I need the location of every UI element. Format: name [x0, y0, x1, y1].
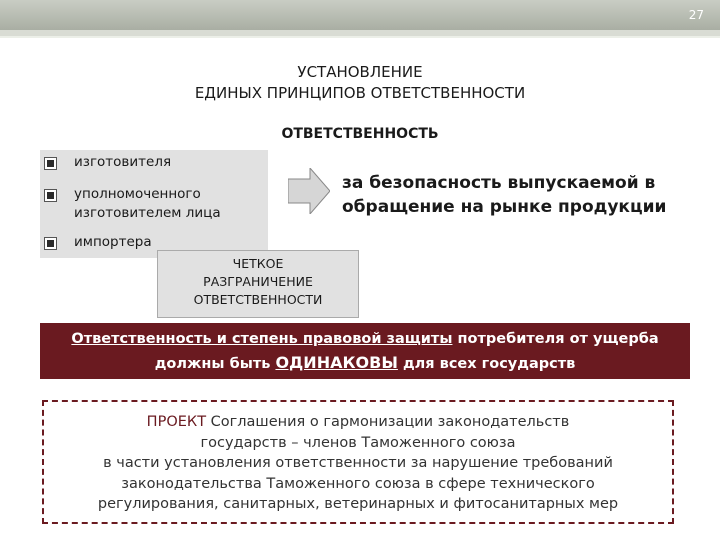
delimitation-line2: РАЗГРАНИЧЕНИЕ: [203, 274, 313, 289]
scope-line1: за безопасность выпускаемой в: [342, 173, 656, 193]
page-number: 27: [688, 8, 704, 22]
banner-underlined-phrase: Ответственность и степень правовой защиты: [71, 331, 453, 347]
slide-title-line1: УСТАНОВЛЕНИЕ: [297, 63, 423, 81]
project-line4: законодательства Таможенного союза в сфере технического: [121, 475, 595, 492]
equal-protection-banner: [40, 323, 690, 379]
scope-line2: обращение на рынке продукции: [342, 197, 667, 217]
project-keyword: ПРОЕКТ: [146, 414, 207, 430]
project-text: Соглашения о гармонизации законодательств: [206, 414, 570, 430]
delimitation-line1: ЧЕТКОЕ: [232, 256, 284, 271]
banner-text: для всех государств: [397, 356, 576, 372]
header-bar: [0, 0, 720, 30]
slide-title-line2: ЕДИНЫХ ПРИНЦИПОВ ОТВЕТСТВЕННОСТИ: [194, 84, 526, 102]
party-label: импортера: [74, 234, 152, 250]
responsibility-heading: ОТВЕТСТВЕННОСТЬ: [281, 126, 439, 142]
responsibility-scope: [342, 171, 666, 219]
party-label-continued: изготовителем лица: [74, 205, 221, 221]
party-label: уполномоченного: [74, 186, 201, 202]
banner-text: должны быть: [154, 356, 276, 372]
delimitation-line3: ОТВЕТСТВЕННОСТИ: [193, 292, 323, 307]
banner-text: потребителя от ущерба: [452, 331, 659, 347]
party-label: изготовителя: [74, 154, 172, 170]
banner-line2: [40, 351, 690, 376]
checkbox-bullet-icon: [44, 189, 57, 202]
banner-line1: [40, 327, 690, 351]
project-line5: регулирования, санитарных, ветеринарных и фитосанитарных мер: [97, 496, 619, 512]
project-line3: в части установления ответственности за нарушение требований: [103, 455, 613, 471]
banner-emphasis: ОДИНАКОВЫ: [275, 353, 398, 372]
party-item: [44, 185, 264, 225]
draft-agreement-box: [42, 400, 674, 524]
checkbox-bullet-icon: [44, 237, 57, 250]
project-line1: [44, 412, 672, 433]
right-arrow-icon: [288, 168, 330, 214]
header-divider: [0, 36, 720, 38]
project-line2: государств – членов Таможенного союза: [200, 434, 516, 451]
checkbox-bullet-icon: [44, 157, 57, 170]
delimitation-box: [157, 250, 359, 318]
